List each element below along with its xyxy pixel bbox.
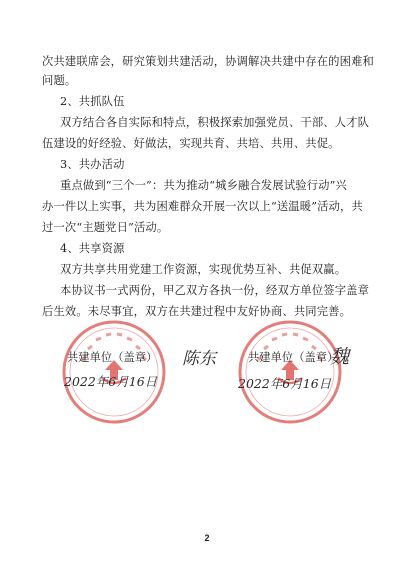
left-handwritten-signature: 陈东: [182, 349, 216, 369]
paragraph-line: 办一件以上实事，共为困难群众开展一次以上“送温暖”活动，共: [42, 200, 363, 213]
paragraph-line: 双方共享共用党建工作资源，实现优势互补、共促双赢。: [60, 263, 347, 276]
paragraph-line: 伍建设的好经验、好做法，实现共育、共培、共用、共促。: [42, 137, 340, 150]
paragraph-line: 过一次“主题党日”活动。: [42, 221, 169, 234]
right-unit-label: 共建单位（盖章）: [248, 351, 339, 364]
paragraph-line: 双方结合各自实际和特点，积极探索加强党员、干部、人才队: [60, 116, 370, 129]
section-heading: 4、共享资源: [60, 242, 125, 255]
left-handwritten-date: 2022年6月16日: [64, 374, 158, 389]
section-heading: 2、共抓队伍: [60, 95, 125, 108]
right-handwritten-date: 2022年6月16日: [238, 376, 332, 391]
right-handwritten-signature: 魏: [330, 346, 350, 368]
paragraph-line: 本协议书一式两份，甲乙双方各执一份，经双方单位签字盖章: [60, 284, 370, 297]
paragraph-line: 次共建联席会，研究策划共建活动，协调解决共建中存在的困难和: [42, 55, 374, 68]
paragraph-line: 后生效。未尽事宜，双方在共建过程中友好协商、共同完善。: [42, 305, 352, 318]
paragraph-line: 问题。: [42, 74, 77, 87]
official-seal-right: [236, 318, 344, 426]
paragraph-line: 重点做到“三个一”：共为推动“城乡融合发展试验行动”兴: [60, 179, 347, 192]
section-heading: 3、共办活动: [60, 158, 125, 171]
page-number: 2: [204, 533, 210, 543]
left-unit-label: 共建单位（盖章）: [67, 351, 158, 364]
